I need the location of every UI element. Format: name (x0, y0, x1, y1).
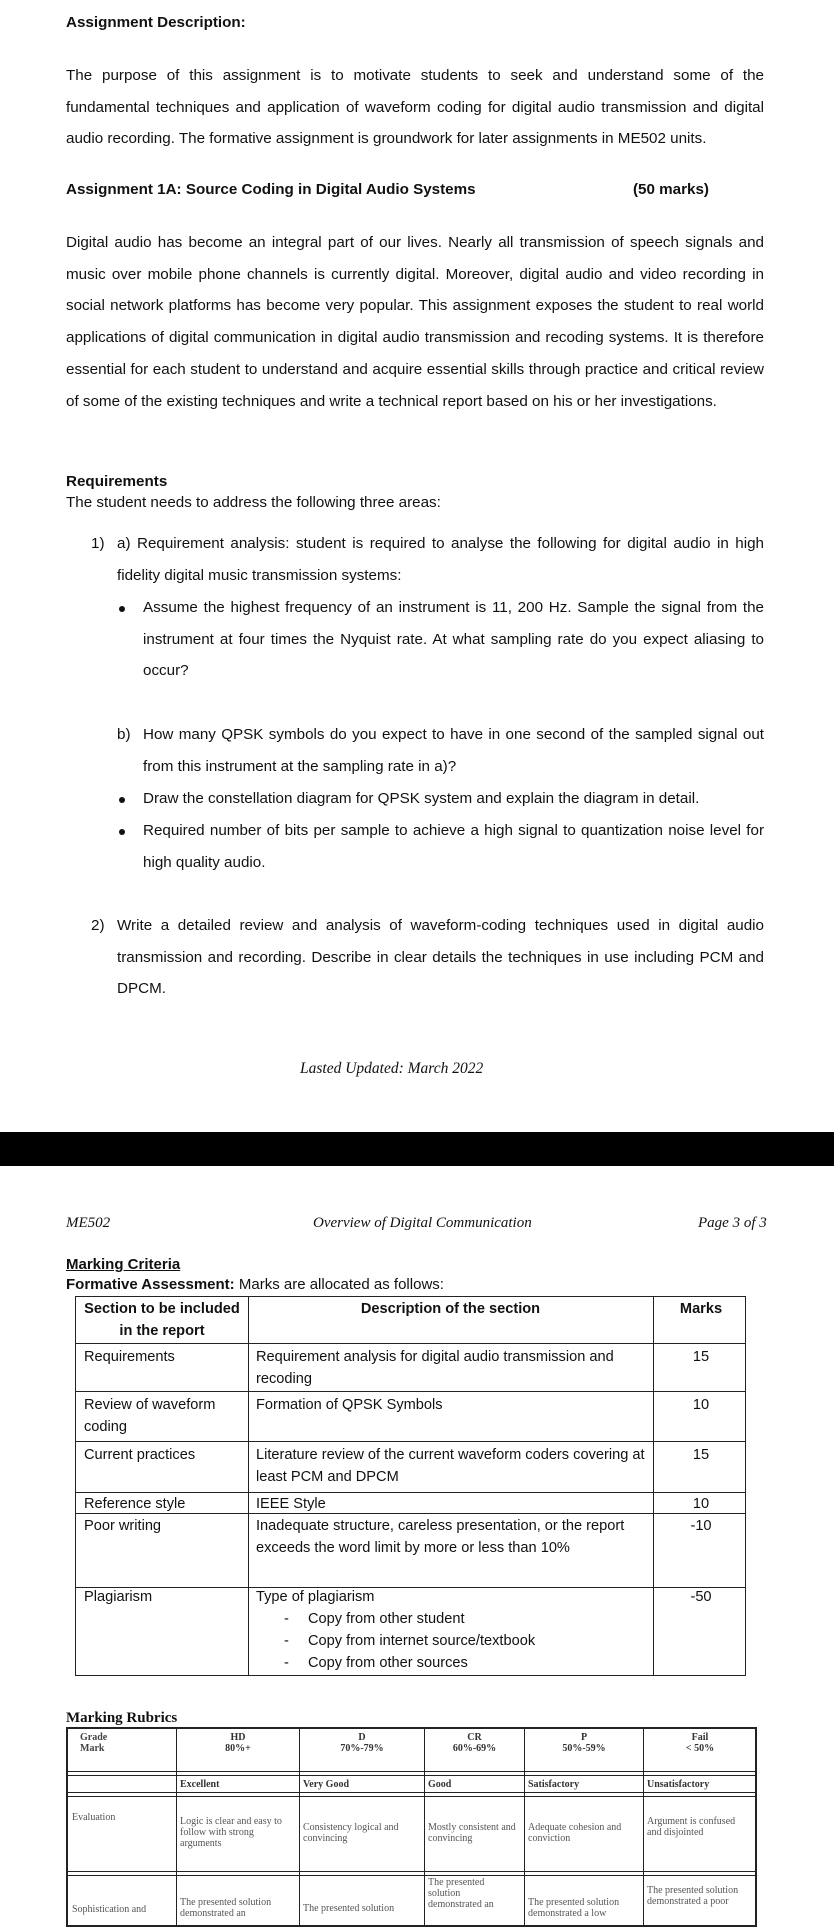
rubric-cell: The presented solution demonstrated an (180, 1897, 272, 1919)
bullet-icon (119, 606, 125, 612)
intro-paragraph: The purpose of this assignment is to motivate students to seek and understand some of the fundamental techniques and application of waveform coding for digital audio transmission and digital audio recording. The formative assignment is groundwork for later assignments in ME502 units. (66, 67, 764, 148)
rubric-cell: The presented solution (303, 1903, 395, 1914)
body-paragraph: Digital audio has become an integral part of our lives. Nearly all transmission of speech signals and music over mobile phone channels is currently digital. Moreover, digital audio and video recording in social network platforms has become very popular. This assignment exposes the student to real world applications of digital communication in digital audio transmission and recoding systems. It is therefore essential for each student to understand and acquire essential skills through practice and critical review of some of the existing techniques and write a technical report based on his or her investigations. (66, 234, 764, 410)
table-cell: Formation of QPSK Symbols (256, 1397, 443, 1413)
formative-text: Marks are allocated as follows: (234, 1276, 444, 1293)
table-cell: IEEE Style (256, 1496, 326, 1512)
rubrics-table (66, 1727, 757, 1927)
header-title: Overview of Digital Communication (313, 1215, 532, 1231)
criterion-label: Sophistication and (72, 1904, 147, 1915)
plagiarism-type: Copy from internet source/textbook (308, 1633, 536, 1649)
rubric-cell: The presented solution demonstrated a low (528, 1897, 620, 1919)
grade-name: CR (467, 1732, 482, 1743)
grade-range: 60%-69% (452, 1743, 497, 1754)
grade-level: Satisfactory (528, 1779, 580, 1790)
table-cell: Type of plagiarism (256, 1589, 375, 1605)
column-header: Section to be included in the report (84, 1301, 240, 1339)
requirements-heading: Requirements (66, 473, 168, 490)
table-cell: Reference style (84, 1496, 186, 1512)
grade-level: Good (428, 1779, 452, 1790)
list-item-b: How many QPSK symbols do you expect to have in one second of the sampled signal out from this instrument at the sampling rate in a)? (143, 726, 764, 775)
grade-level: Unsatisfactory (647, 1779, 710, 1790)
grade-name: Fail (691, 1732, 709, 1743)
grade-range: 80%+ (225, 1743, 251, 1754)
list-number: 1) (91, 535, 105, 552)
grade-level: Excellent (180, 1779, 220, 1790)
bullet-item: Required number of bits per sample to achieve a high signal to quantization noise level for high quality audio. (143, 822, 764, 871)
criterion-label: Evaluation (72, 1812, 116, 1823)
header-unit: ME502 (66, 1215, 111, 1231)
bullet-icon (119, 797, 125, 803)
rubric-cell: Consistency logical and convincing (303, 1822, 399, 1844)
grade-level: Very Good (303, 1779, 350, 1790)
list-item-1: a) Requirement analysis: student is required to analyse the following for digital audio in high fidelity digital music transmission systems: (117, 535, 764, 584)
rubric-cell: Adequate cohesion and conviction (528, 1822, 622, 1844)
grade-range: 70%-79% (340, 1743, 384, 1754)
grade-range: < 50% (685, 1743, 715, 1754)
table-cell: 15 (692, 1447, 710, 1463)
table-cell: Review of waveform coding (84, 1397, 216, 1435)
bullet-item: Assume the highest frequency of an instrument is 11, 200 Hz. Sample the signal from the instrument at four times the Nyquist rate. At what sampling rate do you expect aliasing to occur? (143, 599, 764, 680)
list-letter: b) (117, 726, 131, 743)
rubric-cell: Logic is clear and easy to follow with strong arguments (180, 1816, 282, 1849)
marking-criteria-heading: Marking Criteria (66, 1256, 181, 1273)
page-divider (0, 1132, 834, 1166)
table-cell: Requirements (84, 1349, 175, 1365)
table-cell: 10 (692, 1496, 710, 1512)
header-page: Page 3 of 3 (698, 1215, 767, 1231)
grade-name: D (358, 1732, 366, 1743)
list-number: 2) (91, 917, 105, 934)
bullet-icon (119, 829, 125, 835)
grade-mark-label: Grade Mark (80, 1732, 108, 1754)
bullet-item: Draw the constellation diagram for QPSK system and explain the diagram in detail. (143, 790, 700, 807)
table-cell: -10 (690, 1518, 712, 1534)
column-header: Marks (679, 1301, 723, 1317)
dash-icon: - (284, 1633, 289, 1649)
table-cell: Plagiarism (84, 1589, 153, 1605)
grade-name: P (580, 1732, 588, 1743)
section-heading: Assignment Description: (66, 14, 246, 31)
dash-icon: - (284, 1611, 289, 1627)
table-cell: 15 (692, 1349, 710, 1365)
table-cell: Requirement analysis for digital audio transmission and recoding (256, 1349, 614, 1387)
formative-label: Formative Assessment: (66, 1276, 235, 1293)
table-cell: Inadequate structure, careless presentation, or the report exceeds the word limit by more or less than 10% (256, 1518, 625, 1556)
marks-table (75, 1296, 746, 1676)
table-cell: Poor writing (84, 1518, 162, 1534)
table-cell: Current practices (84, 1447, 196, 1463)
assignment-title: Assignment 1A: Source Coding in Digital Audio Systems (66, 181, 476, 198)
last-updated: Lasted Updated: March 2022 (300, 1060, 484, 1077)
grade-range: 50%-59% (562, 1743, 606, 1754)
dash-icon: - (284, 1655, 289, 1671)
table-cell: -50 (690, 1589, 712, 1605)
rubric-cell: The presented solution demonstrated an (428, 1877, 494, 1910)
rubrics-heading: Marking Rubrics (66, 1710, 178, 1726)
assignment-marks: (50 marks) (633, 181, 709, 198)
list-item-2: Write a detailed review and analysis of waveform-coding techniques used in digital audio transmission and recording. Describe in clear details the techniques in use including PCM and DPCM. (117, 917, 764, 998)
table-cell: 10 (692, 1397, 710, 1413)
requirements-intro: The student needs to address the following three areas: (66, 494, 441, 511)
formative-line (66, 1276, 444, 1293)
plagiarism-type: Copy from other student (308, 1611, 465, 1627)
rubric-cell: Argument is confused and disjointed (647, 1816, 736, 1838)
rubric-cell: Mostly consistent and convincing (428, 1822, 516, 1844)
column-header: Description of the section (360, 1301, 541, 1317)
grade-name: HD (230, 1732, 246, 1743)
plagiarism-type: Copy from other sources (308, 1655, 468, 1671)
table-cell: Literature review of the current waveform coders covering at least PCM and DPCM (256, 1447, 645, 1485)
rubric-cell: The presented solution demonstrated a poor (647, 1885, 739, 1907)
